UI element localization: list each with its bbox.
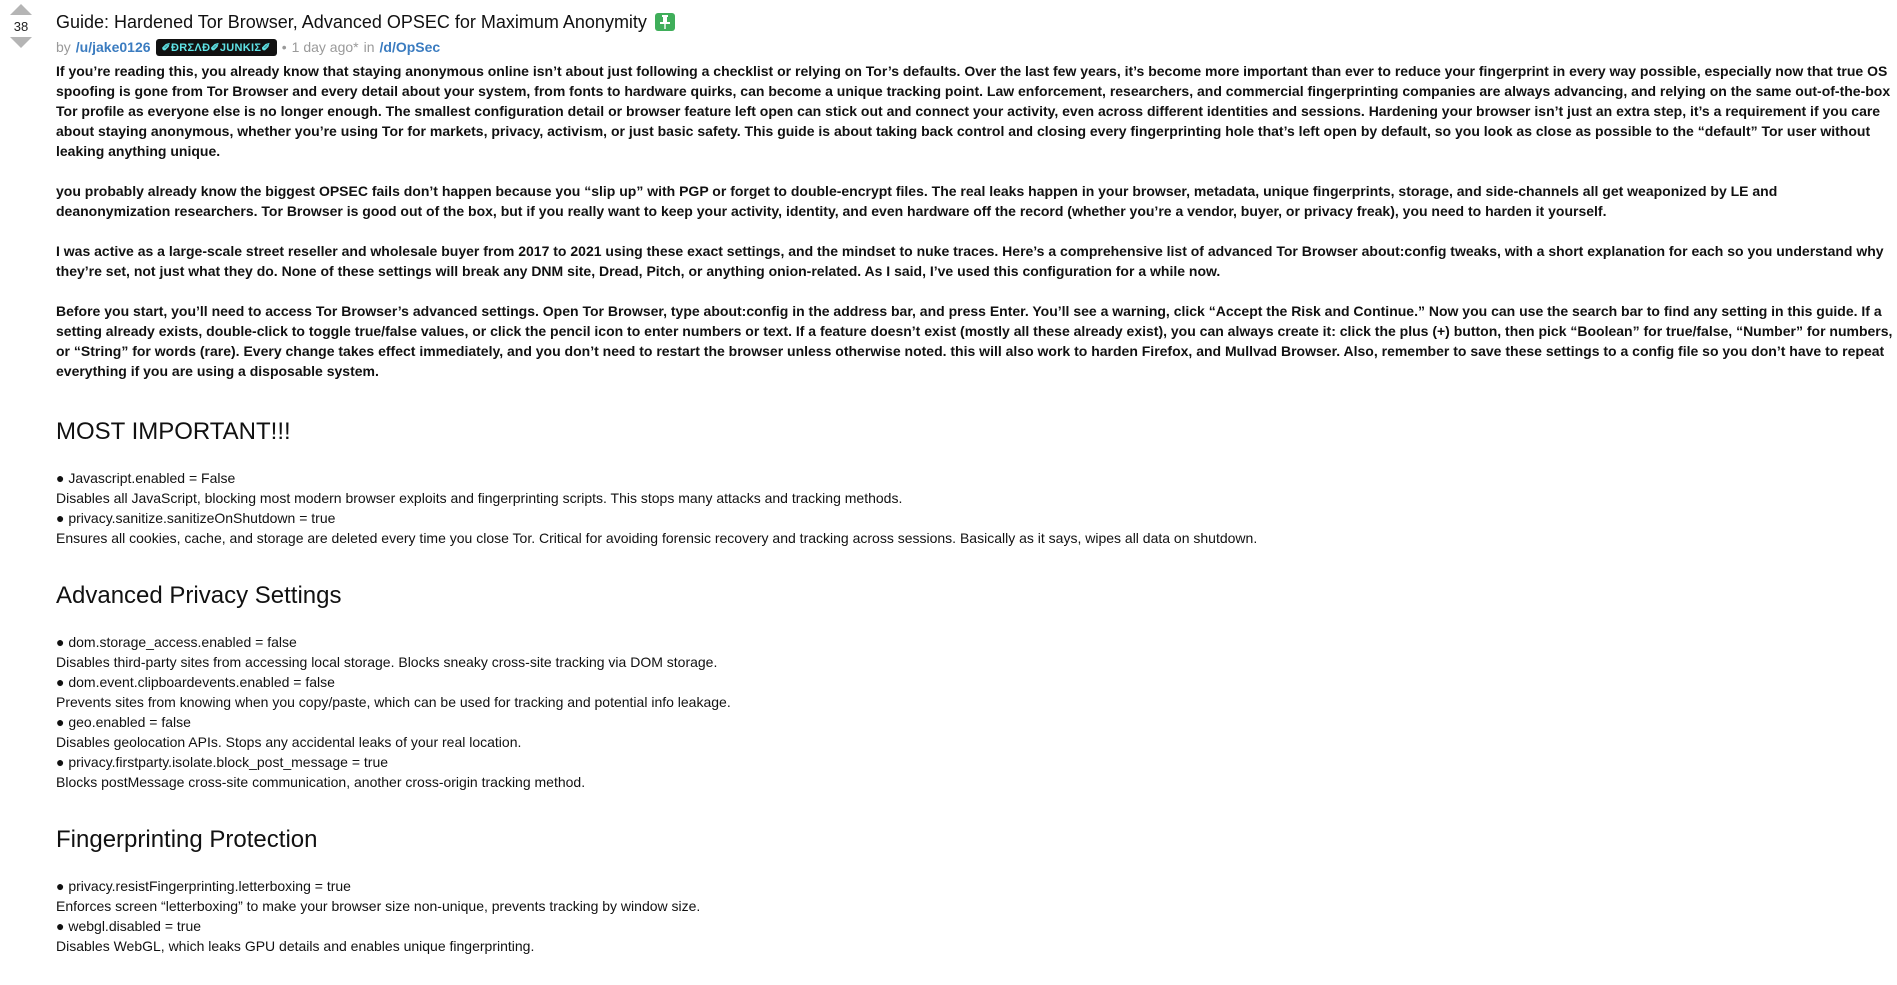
setting-item: ● privacy.sanitize.sanitizeOnShutdown = true bbox=[56, 510, 336, 526]
setting-description: Disables all JavaScript, blocking most modern browser exploits and fingerprinting scripts. This stops many attacks and tracking methods. bbox=[56, 490, 903, 506]
section-fingerprinting bbox=[56, 826, 1894, 956]
setting-description: Enforces screen “letterboxing” to make your browser size non-unique, prevents tracking by window size. bbox=[56, 898, 701, 914]
meta-by: by bbox=[56, 39, 71, 55]
post-meta bbox=[56, 36, 1894, 58]
setting-item: ● webgl.disabled = true bbox=[56, 918, 202, 934]
setting-description: Disables third-party sites from accessing local storage. Blocks sneaky cross-site tracking via DOM storage. bbox=[56, 654, 718, 670]
setting-description: Prevents sites from knowing when you copy/paste, which can be used for tracking and potential info leakage. bbox=[56, 694, 731, 710]
post-title[interactable]: Guide: Hardened Tor Browser, Advanced OPSEC for Maximum Anonymity bbox=[56, 11, 647, 32]
section-heading: Fingerprinting Protection bbox=[56, 826, 318, 853]
setting-item: ● privacy.firstparty.isolate.block_post_message = true bbox=[56, 754, 389, 770]
setting-item: ● privacy.resistFingerprinting.letterboxing = true bbox=[56, 878, 351, 894]
section-heading: Advanced Privacy Settings bbox=[56, 582, 342, 609]
post-time: 1 day ago* bbox=[291, 39, 359, 55]
setting-description: Disables geolocation APIs. Stops any accidental leaks of your real location. bbox=[56, 734, 522, 750]
intro-paragraph: Before you start, you’ll need to access Tor Browser’s advanced settings. Open Tor Browser, type about:config in the address bar, and press Enter. You’ll see a warning, click “Accept the Risk and Continue.” Now you can use the search bar to find any setting in this guide. If a setting already exists, double-click to toggle true/false values, or click the pencil icon to enter numbers or text. If a feature doesn’t exist (mostly all these already exist), you can always create it: click the plus (+) button, then pick “Boolean” for true/false, “Number” for numbers, or “String” for words (rare). Every change takes effect immediately, and you don’t need to restart the browser unless otherwise noted. this will also work to harden Firefox, and Mullvad Browser. Also, remember to save these settings to a config file so you don’t have to repeat everything if you are using a disposable system. bbox=[56, 303, 1893, 379]
vote-box bbox=[8, 4, 34, 48]
intro-paragraph: you probably already know the biggest OPSEC fails don’t happen because you “slip up” with PGP or forget to double-encrypt files. The real leaks happen in your browser, metadata, unique fingerprints, storage, and side-channels all get weaponized by LE and deanonymization researchers. Tor Browser is good out of the box, but if you really want to keep your activity, identity, and even hardware off the record (whether you’re a vendor, buyer, or privacy freak), you need to harden it yourself. bbox=[56, 183, 1778, 219]
section-items bbox=[56, 468, 1894, 548]
post-content bbox=[56, 9, 1894, 956]
meta-separator: • bbox=[281, 39, 287, 55]
setting-description: Ensures all cookies, cache, and storage are deleted every time you close Tor. Critical for avoiding forensic recovery and tracking across sessions. Basically as it says, wipes all data on shutdown. bbox=[56, 530, 1258, 546]
section-heading: MOST IMPORTANT!!! bbox=[56, 418, 291, 445]
author-flair: ✐ÐRΣΛÐ✐JUNKIΣ✐ bbox=[156, 39, 277, 56]
setting-description: Disables WebGL, which leaks GPU details and enables unique fingerprinting. bbox=[56, 938, 535, 954]
intro-paragraph: If you’re reading this, you already know that staying anonymous online isn’t about just following a checklist or relying on Tor’s defaults. Over the last few years, it’s become more important than ever to reduce your fingerprint in every way possible, especially now that true OS spoofing is gone from Tor Browser and every detail about your system, from fonts to hardware quirks, can become a unique tracking point. Law enforcement, researchers, and commercial fingerprinting companies are always advancing, and relying on the same out-of-the-box Tor profile as everyone else is no longer enough. The smallest configuration detail or browser feature left open can stick out and connect your activity, even across different identities and sessions. Hardening your browser isn’t just an extra step, it’s a requirement if you care about staying anonymous, whether you’re using Tor for markets, privacy, activism, or just basic safety. This guide is about taking back control and closing every fingerprinting hole that’s left open by default, so you look as close as possible to the “default” Tor user without leaking anything unique. bbox=[56, 63, 1891, 159]
setting-item: ● Javascript.enabled = False bbox=[56, 470, 236, 486]
section-items bbox=[56, 876, 1894, 956]
section-items bbox=[56, 632, 1894, 792]
setting-description: Blocks postMessage cross-site communication, another cross-origin tracking method. bbox=[56, 774, 586, 790]
upvote-icon[interactable] bbox=[10, 4, 32, 15]
setting-item: ● dom.storage_access.enabled = false bbox=[56, 634, 297, 650]
post-title-row bbox=[56, 9, 1894, 35]
post-score: 38 bbox=[13, 19, 29, 34]
setting-item: ● geo.enabled = false bbox=[56, 714, 191, 730]
meta-in: in bbox=[363, 39, 375, 55]
intro-paragraph: I was active as a large-scale street reseller and wholesale buyer from 2017 to 2021 using these exact settings, and the mindset to nuke traces. Here’s a comprehensive list of advanced Tor Browser about:config tweaks, with a short explanation for each so you understand why they’re set, not just what they do. None of these settings will break any DNM site, Dread, Pitch, or anything onion-related. As I said, I’ve used this configuration for a while now. bbox=[56, 243, 1884, 279]
community-link[interactable]: /d/OpSec bbox=[379, 39, 441, 55]
pinned-icon bbox=[655, 13, 675, 31]
author-link[interactable]: /u/jake0126 bbox=[75, 39, 151, 55]
section-advanced-privacy bbox=[56, 582, 1894, 792]
section-most-important bbox=[56, 418, 1894, 548]
downvote-icon[interactable] bbox=[10, 37, 32, 48]
post-intro bbox=[56, 61, 1894, 381]
setting-item: ● dom.event.clipboardevents.enabled = false bbox=[56, 674, 335, 690]
